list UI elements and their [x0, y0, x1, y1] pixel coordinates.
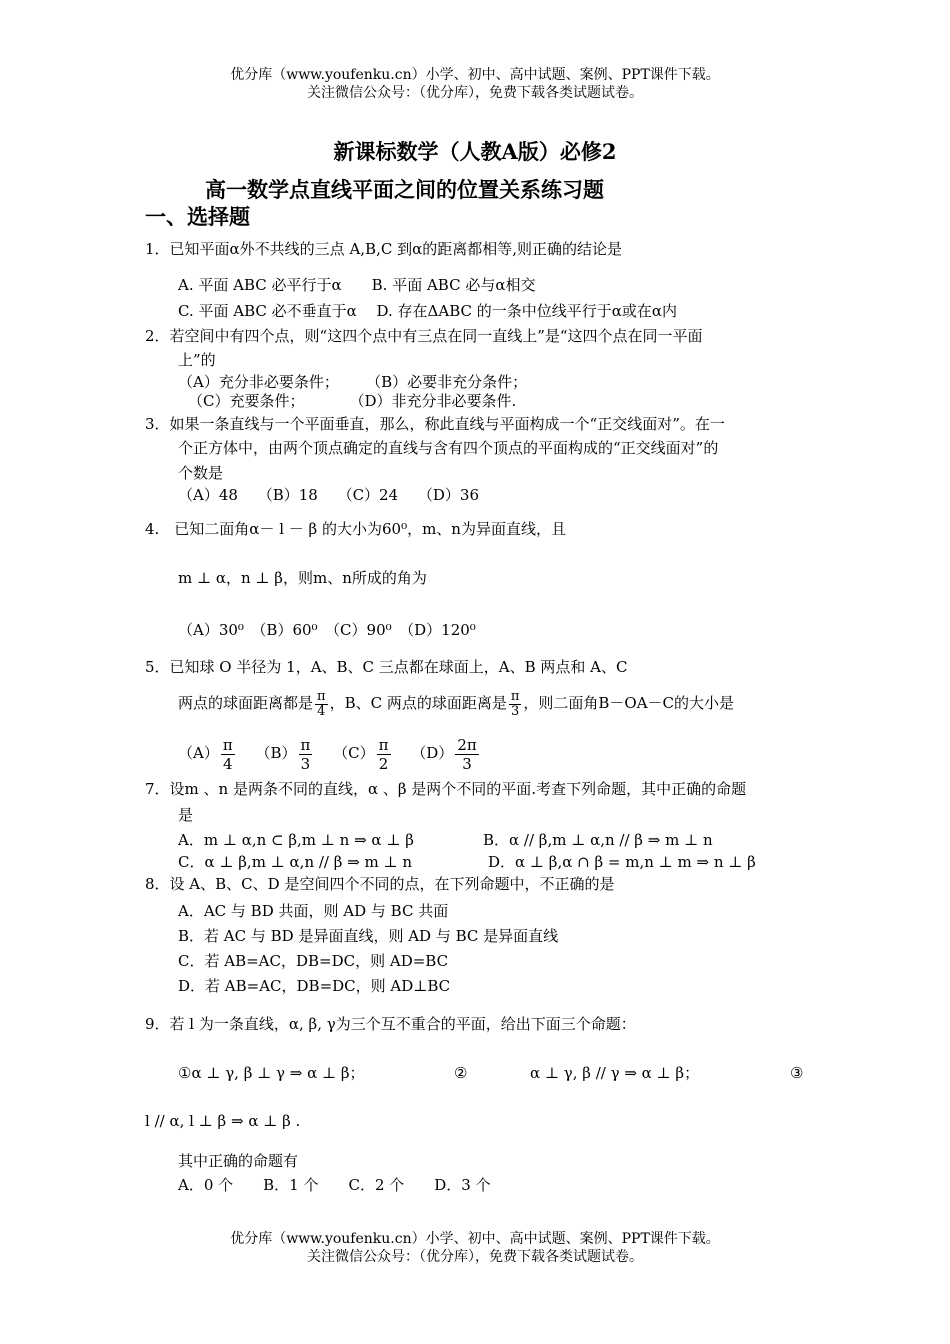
q7-option-b: B．α // β,m ⊥ α,n // β ⇒ m ⊥ n — [483, 831, 713, 849]
q7-stem-1: 7．设m 、n 是两条不同的直线，α 、β 是两个不同的平面.考查下列命题，其中正确的命题 — [145, 780, 747, 798]
q7-option-a: A．m ⊥ α,n ⊂ β,m ⊥ n ⇒ α ⊥ β — [178, 831, 414, 849]
q9-ask: 其中正确的命题有 — [178, 1152, 299, 1170]
q5-stem: 5．已知球 O 半径为 1，A、B、C 三点都在球面上，A、B 两点和 A、C — [145, 658, 628, 676]
q5-option-c-fraction: $\frac{\pi}{2}$ — [378, 735, 389, 773]
q9-proposition-2-mark: ② — [454, 1064, 468, 1082]
q9-proposition-1: ①α ⊥ γ, β ⊥ γ ⇒ α ⊥ β； — [178, 1064, 365, 1082]
q5-option-b-fraction: $\frac{\pi}{3}$ — [300, 735, 311, 773]
q2-stem-2: 上”的 — [178, 351, 216, 369]
q8-option-d: D．若 AB=AC，DB=DC，则 AD⊥BC — [178, 977, 451, 995]
q2-stem-1: 2．若空间中有四个点，则“这四个点中有三点在同一直线上”是“这四个点在同一平面 — [145, 327, 703, 345]
q1-options-cd: C. 平面 ABC 必不垂直于α D. 存在ΔABC 的一条中位线平行于α或在α内 — [178, 302, 678, 320]
header-line-1: 优分库（www.youfenku.cn）小学、初中、高中试题、案例、PPT课件下载。 — [230, 67, 720, 83]
section-heading: 一、选择题 — [145, 204, 250, 229]
q5-option-c-label: （C） — [333, 744, 375, 762]
q5-option-d-fraction: $\frac{2\pi}{3}$ — [457, 735, 477, 773]
q8-option-a: A．AC 与 BD 共面，则 AD 与 BC 共面 — [178, 902, 449, 920]
q8-option-c: C．若 AB=AC，DB=DC，则 AD=BC — [178, 952, 449, 970]
document-subtitle: 高一数学点直线平面之间的位置关系练习题 — [205, 177, 604, 202]
footer-line-1: 优分库（www.youfenku.cn）小学、初中、高中试题、案例、PPT课件下载。 — [230, 1231, 720, 1247]
q5-line-2c: ，则二面角B－OA－C的大小是 — [523, 694, 735, 712]
q5-option-b-label: （B） — [255, 744, 297, 762]
fraction-pi-over-3: $\frac{\pi}{3}$ — [510, 688, 520, 719]
q4-options: （A）30⁰ （B）60⁰ （C）90⁰ （D）120⁰ — [178, 621, 476, 639]
q5-option-a-fraction: $\frac{\pi}{4}$ — [222, 735, 233, 773]
q9-proposition-3-mark: ③ — [790, 1064, 804, 1082]
q3-options: （A）48 （B）18 （C）24 （D）36 — [178, 486, 480, 504]
q9-proposition-3: l // α, l ⊥ β ⇒ α ⊥ β . — [145, 1112, 301, 1130]
q5-option-a-label: （A） — [178, 744, 219, 762]
q8-option-b: B．若 AC 与 BD 是异面直线，则 AD 与 BC 是异面直线 — [178, 927, 559, 945]
q3-stem-3: 个数是 — [178, 464, 224, 482]
q5-line-2 — [178, 684, 734, 722]
q7-option-c: C．α ⊥ β,m ⊥ α,n // β ⇒ m ⊥ n — [178, 853, 413, 871]
q2-options-cd: （C）充要条件； （D）非充分非必要条件. — [188, 392, 517, 410]
q4-stem: 4. 已知二面角α－ l － β 的大小为60⁰，m、n为异面直线，且 — [145, 520, 566, 538]
q3-stem-1: 3．如果一条直线与一个平面垂直，那么，称此直线与平面构成一个“正交线面对”。在一 — [145, 415, 725, 433]
q9-stem: 9．若 l 为一条直线，α, β, γ为三个互不重合的平面，给出下面三个命题： — [145, 1015, 636, 1033]
q8-stem: 8．设 A、B、C、D 是空间四个不同的点，在下列命题中，不正确的是 — [145, 875, 615, 893]
document-title: 新课标数学（人教A版）必修2 — [333, 139, 617, 164]
q7-stem-2: 是 — [178, 806, 194, 824]
q5-line-2b: ，B、C 两点的球面距离是 — [329, 694, 507, 712]
q5-option-d-label: （D） — [411, 744, 454, 762]
fraction-pi-over-4: $\frac{\pi}{4}$ — [317, 688, 326, 719]
q2-options-ab: （A）充分非必要条件； （B）必要非充分条件； — [178, 373, 528, 391]
header-line-2: 关注微信公众号：（优分库），免费下载各类试题试卷。 — [307, 85, 643, 101]
q5-line-2a: 两点的球面距离都是 — [178, 694, 314, 712]
q9-options: A．0 个 B．1 个 C．2 个 D．3 个 — [178, 1176, 491, 1194]
q5-options — [178, 730, 481, 776]
q1-stem: 1．已知平面α外不共线的三点 A,B,C 到α的距离都相等,则正确的结论是 — [145, 240, 622, 258]
q4-condition: m ⊥ α，n ⊥ β，则m、n所成的角为 — [178, 569, 427, 587]
q7-option-d: D．α ⊥ β,α ∩ β = m,n ⊥ m ⇒ n ⊥ β — [488, 853, 756, 871]
q3-stem-2: 个正方体中，由两个顶点确定的直线与含有四个顶点的平面构成的“正交线面对”的 — [178, 439, 719, 457]
q9-proposition-2: α ⊥ γ, β // γ ⇒ α ⊥ β； — [530, 1064, 700, 1082]
q1-options-ab: A. 平面 ABC 必平行于α B. 平面 ABC 必与α相交 — [178, 276, 536, 294]
footer-line-2: 关注微信公众号：（优分库），免费下载各类试题试卷。 — [307, 1249, 643, 1265]
